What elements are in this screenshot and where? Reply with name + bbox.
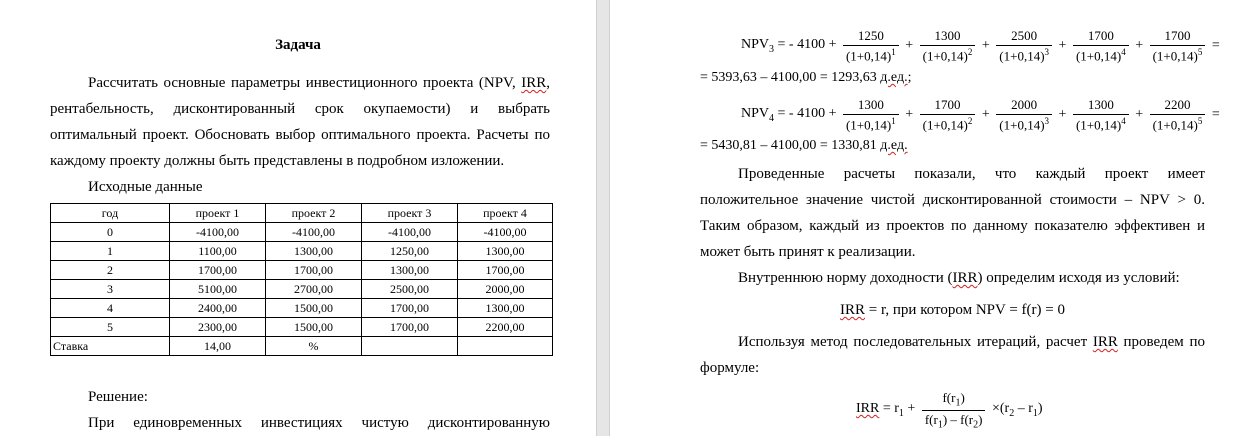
conclusion-line-2: положительное значение чистой дисконтированной стоимости – NPV > 0. (700, 192, 1205, 208)
task-text-line-2: рентабельность, дисконтированный срок окупаемости) и выбрать (50, 101, 550, 117)
table-cell: 2 (51, 261, 170, 280)
table-cell: 1250,00 (362, 242, 458, 261)
table-cell: 1700,00 (362, 318, 458, 337)
table-row (51, 223, 553, 242)
iteration-text-line-1: Используя метод последовательных итераций, расчет IRR проведем по (738, 334, 1205, 350)
table-cell: 2400,00 (170, 299, 266, 318)
table-cell: 0 (51, 223, 170, 242)
npv3-result: = 5393,63 – 4100,00 = 1293,63 д.ед.; (700, 70, 912, 85)
table-cell (362, 337, 458, 356)
source-data-table (50, 203, 553, 356)
table-row (51, 318, 553, 337)
table-cell: 1700,00 (458, 261, 553, 280)
npv3-equation: $NPV_3$ = - 4100 + $\frac{1250}{(1+0,14)^1}$ + $\frac{1300}{(1+0,14)^2}$ + $\frac{2500}{(1+0,14)^3}$ + $\frac{1700}{(1+0,14)^4}$ + $\frac{1700}{(1+0,14)^5}$ = (741, 28, 1220, 64)
table-cell: 3 (51, 280, 170, 299)
table-cell: -4100,00 (362, 223, 458, 242)
irr-condition: IRR = r, при котором NPV = f(r) = 0 (840, 302, 1065, 318)
fraction: $\frac{f(r_1)}{f(r_1) - f(r_2)}$ (922, 390, 986, 430)
table-cell: 2000,00 (458, 280, 553, 299)
table-header-cell: проект 4 (458, 204, 553, 223)
table-cell (458, 337, 553, 356)
table-rate-row (51, 337, 553, 356)
table-header-row (51, 204, 553, 223)
table-cell: 2200,00 (458, 318, 553, 337)
table-header-cell: проект 2 (266, 204, 362, 223)
table-cell: 2500,00 (362, 280, 458, 299)
table-cell: Ставка (51, 337, 170, 356)
task-text-line-1: Рассчитать основные параметры инвестиционного проекта (NPV, IRR, (88, 75, 550, 91)
table-header-cell: проект 3 (362, 204, 458, 223)
table-cell: 4 (51, 299, 170, 318)
table-cell: 1700,00 (362, 299, 458, 318)
table-cell: -4100,00 (458, 223, 553, 242)
fraction: $\frac{2200}{(1+0,14)^5}$ (1150, 97, 1206, 133)
table-cell: 1500,00 (266, 318, 362, 337)
table-cell: 1300,00 (362, 261, 458, 280)
task-text-line-3: оптимальный проект. Обосновать выбор оптимального проекта. Расчеты по (50, 127, 550, 143)
table-row (51, 242, 553, 261)
task-title: Задача (275, 37, 321, 53)
table-cell: 1500,00 (266, 299, 362, 318)
task-text-line-4: каждому проекту должны быть представлены в подробном изложении. (50, 153, 505, 169)
table-cell: 5100,00 (170, 280, 266, 299)
table-cell: 14,00 (170, 337, 266, 356)
table-cell: -4100,00 (266, 223, 362, 242)
fraction: $\frac{1300}{(1+0,14)^2}$ (920, 28, 976, 64)
document-page-left (0, 0, 596, 436)
npv4-result: = 5430,81 – 4100,00 = 1330,81 д.ед. (700, 138, 908, 153)
fraction: $\frac{1700}{(1+0,14)^4}$ (1073, 28, 1129, 64)
table-cell: % (266, 337, 362, 356)
solution-text-line: При единовременных инвестициях чистую дисконтированную (88, 415, 550, 431)
page-gutter (596, 0, 610, 436)
conclusion-line-1: Проведенные расчеты показали, что каждый проект имеет (738, 166, 1205, 182)
irr-intro: Внутреннюю норму доходности (IRR) определим исходя из условий: (738, 270, 1180, 286)
npv4-equation: $NPV_4$ = - 4100 + $\frac{1300}{(1+0,14)^1}$ + $\frac{1700}{(1+0,14)^2}$ + $\frac{2000}{(1+0,14)^3}$ + $\frac{1300}{(1+0,14)^4}$ + $\frac{2200}{(1+0,14)^5}$ = (741, 97, 1220, 133)
fraction: $\frac{1700}{(1+0,14)^5}$ (1150, 28, 1206, 64)
table-header-cell: проект 1 (170, 204, 266, 223)
fraction: $\frac{2500}{(1+0,14)^3}$ (996, 28, 1052, 64)
fraction: $\frac{1700}{(1+0,14)^2}$ (920, 97, 976, 133)
solution-label: Решение: (88, 389, 148, 405)
table-cell: -4100,00 (170, 223, 266, 242)
source-data-label: Исходные данные (88, 179, 203, 195)
table-cell: 2300,00 (170, 318, 266, 337)
table-cell: 2700,00 (266, 280, 362, 299)
fraction: $\frac{2000}{(1+0,14)^3}$ (996, 97, 1052, 133)
table-cell: 1300,00 (458, 299, 553, 318)
table-cell: 1300,00 (458, 242, 553, 261)
fraction: $\frac{1250}{(1+0,14)^1}$ (843, 28, 899, 64)
table-row (51, 299, 553, 318)
iteration-text-line-2: формуле: (700, 360, 760, 376)
table-row (51, 280, 553, 299)
conclusion-line-3: Таким образом, каждый из проектов по данному показателю эффективен и (700, 218, 1205, 234)
table-header-cell: год (51, 204, 170, 223)
table-cell: 5 (51, 318, 170, 337)
conclusion-line-4: может быть принят к реализации. (700, 244, 916, 260)
table-cell: 1700,00 (266, 261, 362, 280)
table-cell: 1 (51, 242, 170, 261)
table-cell: 1300,00 (266, 242, 362, 261)
irr-formula: IRR = $r_1$ + $\frac{f(r_1)}{f(r_1) - f(r_2)}$ $\times(r_2 - r_1)$ (856, 390, 1043, 431)
table-cell: 1100,00 (170, 242, 266, 261)
table-cell: 1700,00 (170, 261, 266, 280)
fraction: $\frac{1300}{(1+0,14)^1}$ (843, 97, 899, 133)
fraction: $\frac{1300}{(1+0,14)^4}$ (1073, 97, 1129, 133)
table-row (51, 261, 553, 280)
